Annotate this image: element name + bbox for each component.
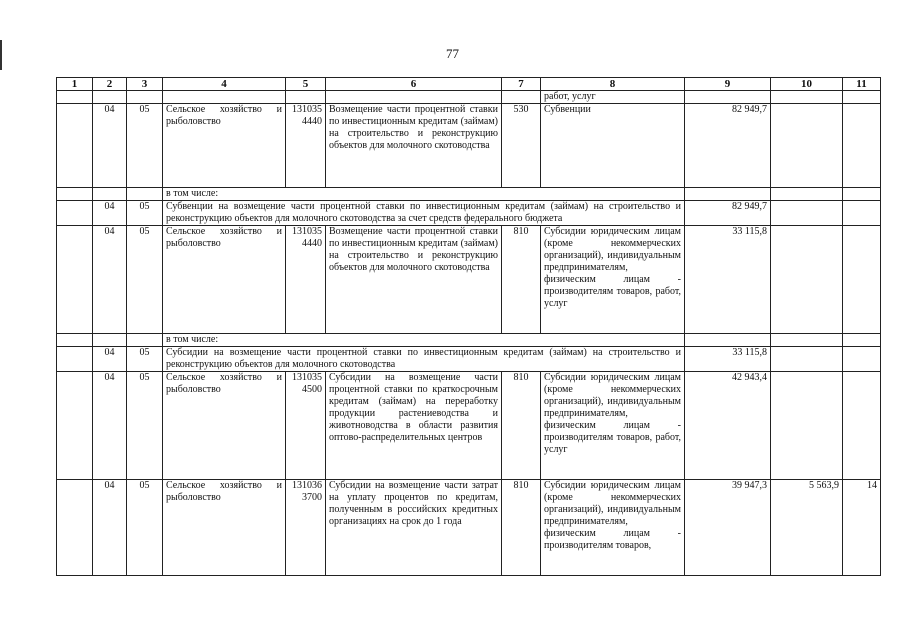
col-header-5: 5: [286, 78, 326, 91]
expense-type-code: 530: [502, 104, 541, 188]
section-name: Сельское хозяйство и рыболовство: [163, 226, 286, 334]
section-code: 04: [93, 372, 127, 480]
table-row: [57, 201, 881, 226]
amount-cell-3: 14: [843, 480, 881, 576]
section-name: Сельское хозяйство и рыболовство: [163, 372, 286, 480]
note-row: [57, 334, 881, 347]
recipient-cell: Субсидии юридическим лицам (кроме некоммерческих организаций), индивидуальным предпринимателям, физическим лицам - производителям товаров,: [541, 480, 685, 576]
table-row: [57, 372, 881, 480]
col-header-2: 2: [93, 78, 127, 91]
col-header-3: 3: [127, 78, 163, 91]
target-code: 131036 3700: [286, 480, 326, 576]
subsection-code: 05: [127, 201, 163, 226]
purpose-text: Субсидии на возмещение части затрат на уплату процентов по кредитам, полученным в российских кредитных организациях на срок до 1 года: [326, 480, 502, 576]
amount-cell: 39 947,3: [685, 480, 771, 576]
budget-table: [56, 77, 881, 576]
note-text: в том числе:: [163, 188, 685, 201]
subsection-code: 05: [127, 104, 163, 188]
subsection-code: 05: [127, 480, 163, 576]
purpose-text: Возмещение части процентной ставки по инвестиционным кредитам (займам) на строительство и реконструкцию объектов для молочного скотоводства: [326, 104, 502, 188]
table-row: [57, 91, 881, 104]
table-row: [57, 480, 881, 576]
amount-cell: 82 949,7: [685, 201, 771, 226]
expense-type-code: 810: [502, 226, 541, 334]
recipient-cell: Субсидии юридическим лицам (кроме некоммерческих организаций), индивидуальным предпринимателям, физическим лицам - производителям товаров, работ, услуг: [541, 372, 685, 480]
subsection-code: 05: [127, 226, 163, 334]
col-header-6: 6: [326, 78, 502, 91]
expense-type-code: 810: [502, 372, 541, 480]
purpose-text: Возмещение части процентной ставки по инвестиционным кредитам (займам) на строительство и реконструкцию объектов для молочного скотоводства: [326, 226, 502, 334]
subsection-code: 05: [127, 372, 163, 480]
col-header-4: 4: [163, 78, 286, 91]
section-code: 04: [93, 480, 127, 576]
section-name: Сельское хозяйство и рыболовство: [163, 104, 286, 188]
page-number: 77: [446, 46, 459, 61]
section-code: 04: [93, 201, 127, 226]
col-header-1: 1: [57, 78, 93, 91]
recipient-cell: Субвенции: [541, 104, 685, 188]
section-code: 04: [93, 347, 127, 372]
target-code: 131035 4440: [286, 226, 326, 334]
purpose-text: Субсидии на возмещение части процентной ставки по краткосрочным кредитам (займам) на переработку продукции растениеводства и животноводства в области развития оптово-распределительных центров: [326, 372, 502, 480]
amount-cell: 42 943,4: [685, 372, 771, 480]
amount-cell-2: 5 563,9: [771, 480, 843, 576]
col-header-11: 11: [843, 78, 881, 91]
section-name: Сельское хозяйство и рыболовство: [163, 480, 286, 576]
recipient-cell: Субсидии юридическим лицам (кроме некоммерческих организаций), индивидуальным предпринимателям, физическим лицам - производителям товаров, работ, услуг: [541, 226, 685, 334]
recipient-cell: работ, услуг: [541, 91, 685, 104]
subsection-code: 05: [127, 347, 163, 372]
target-code: 131035 4440: [286, 104, 326, 188]
col-header-9: 9: [685, 78, 771, 91]
col-header-10: 10: [771, 78, 843, 91]
section-code: 04: [93, 226, 127, 334]
expense-type-code: 810: [502, 480, 541, 576]
amount-cell: 82 949,7: [685, 104, 771, 188]
col-header-8: 8: [541, 78, 685, 91]
table-row: [57, 347, 881, 372]
amount-cell: 33 115,8: [685, 226, 771, 334]
amount-cell: 33 115,8: [685, 347, 771, 372]
target-code: 131035 4500: [286, 372, 326, 480]
table-row: [57, 104, 881, 188]
merged-description: Субвенции на возмещение части процентной ставки по инвестиционным кредитам (займам) на строительство и реконструкцию объектов для молочного скотоводства за счет средств федерального бюджета: [163, 201, 685, 226]
header-row: [57, 78, 881, 91]
merged-description: Субсидии на возмещение части процентной ставки по инвестиционным кредитам (займам) на строительство и реконструкцию объектов для молочного скотоводства: [163, 347, 685, 372]
col-header-7: 7: [502, 78, 541, 91]
note-row: [57, 188, 881, 201]
section-code: 04: [93, 104, 127, 188]
table-row: [57, 226, 881, 334]
note-text: в том числе:: [163, 334, 685, 347]
